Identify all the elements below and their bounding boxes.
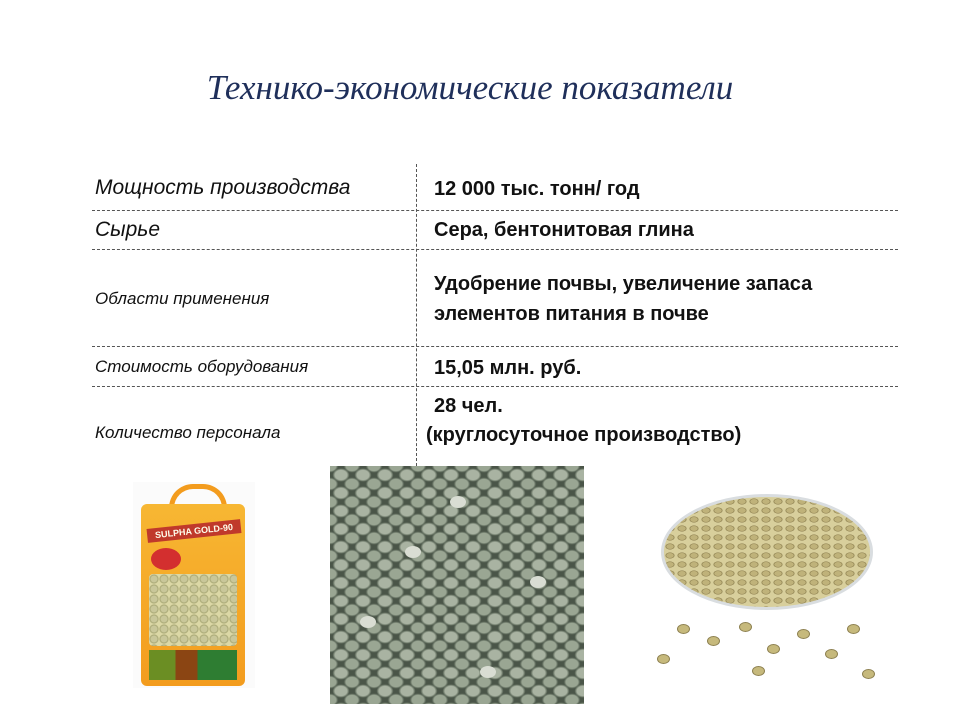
value-raw-material: Сера, бентонитовая глина bbox=[434, 219, 694, 241]
value-staff-line1: 28 чел. bbox=[434, 395, 503, 417]
spilled-pellet bbox=[752, 666, 765, 676]
label-staff: Количество персонала bbox=[95, 423, 281, 442]
slide-title: Технико-экономические показатели bbox=[206, 68, 734, 107]
petri-dish bbox=[661, 494, 873, 610]
label-equipment-cost: Стоимость оборудования bbox=[95, 357, 309, 376]
row-divider bbox=[92, 210, 898, 211]
spilled-pellet bbox=[825, 649, 838, 659]
spilled-pellet bbox=[707, 636, 720, 646]
petri-dish-image bbox=[647, 474, 883, 690]
pellet-highlight bbox=[480, 666, 496, 678]
label-capacity: Мощность производства bbox=[95, 176, 351, 199]
value-staff-line2: (круглосуточное производство) bbox=[426, 424, 742, 446]
label-raw-material: Сырье bbox=[95, 218, 161, 241]
pellet-highlight bbox=[450, 496, 466, 508]
value-application-line2: элементов питания в почве bbox=[434, 303, 709, 325]
value-capacity: 12 000 тыс. тонн/ год bbox=[434, 178, 640, 200]
bag-brand-label: SULPHA GOLD-90 bbox=[147, 519, 242, 543]
value-application-line1: Удобрение почвы, увеличение запаса bbox=[434, 273, 813, 295]
pellet-highlight bbox=[530, 576, 546, 588]
bag-grade-badge bbox=[151, 548, 181, 570]
label-application: Области применения bbox=[95, 289, 270, 308]
bag-vegetables-picture bbox=[149, 650, 237, 680]
row-divider bbox=[92, 249, 898, 250]
sulfur-pellets-image bbox=[330, 466, 584, 704]
spilled-pellet bbox=[862, 669, 875, 679]
row-divider bbox=[92, 386, 898, 387]
spilled-pellet bbox=[677, 624, 690, 634]
indicators-table bbox=[92, 164, 898, 466]
pellet-highlight bbox=[405, 546, 421, 558]
spilled-pellet bbox=[767, 644, 780, 654]
bag-pellet-picture bbox=[149, 574, 237, 646]
fertilizer-bag-image bbox=[133, 482, 255, 688]
spilled-pellet bbox=[797, 629, 810, 639]
spilled-pellet bbox=[847, 624, 860, 634]
value-equipment-cost: 15,05 млн. руб. bbox=[434, 357, 582, 379]
pellet-highlight bbox=[360, 616, 376, 628]
spilled-pellet bbox=[739, 622, 752, 632]
row-divider bbox=[92, 346, 898, 347]
spilled-pellet bbox=[657, 654, 670, 664]
